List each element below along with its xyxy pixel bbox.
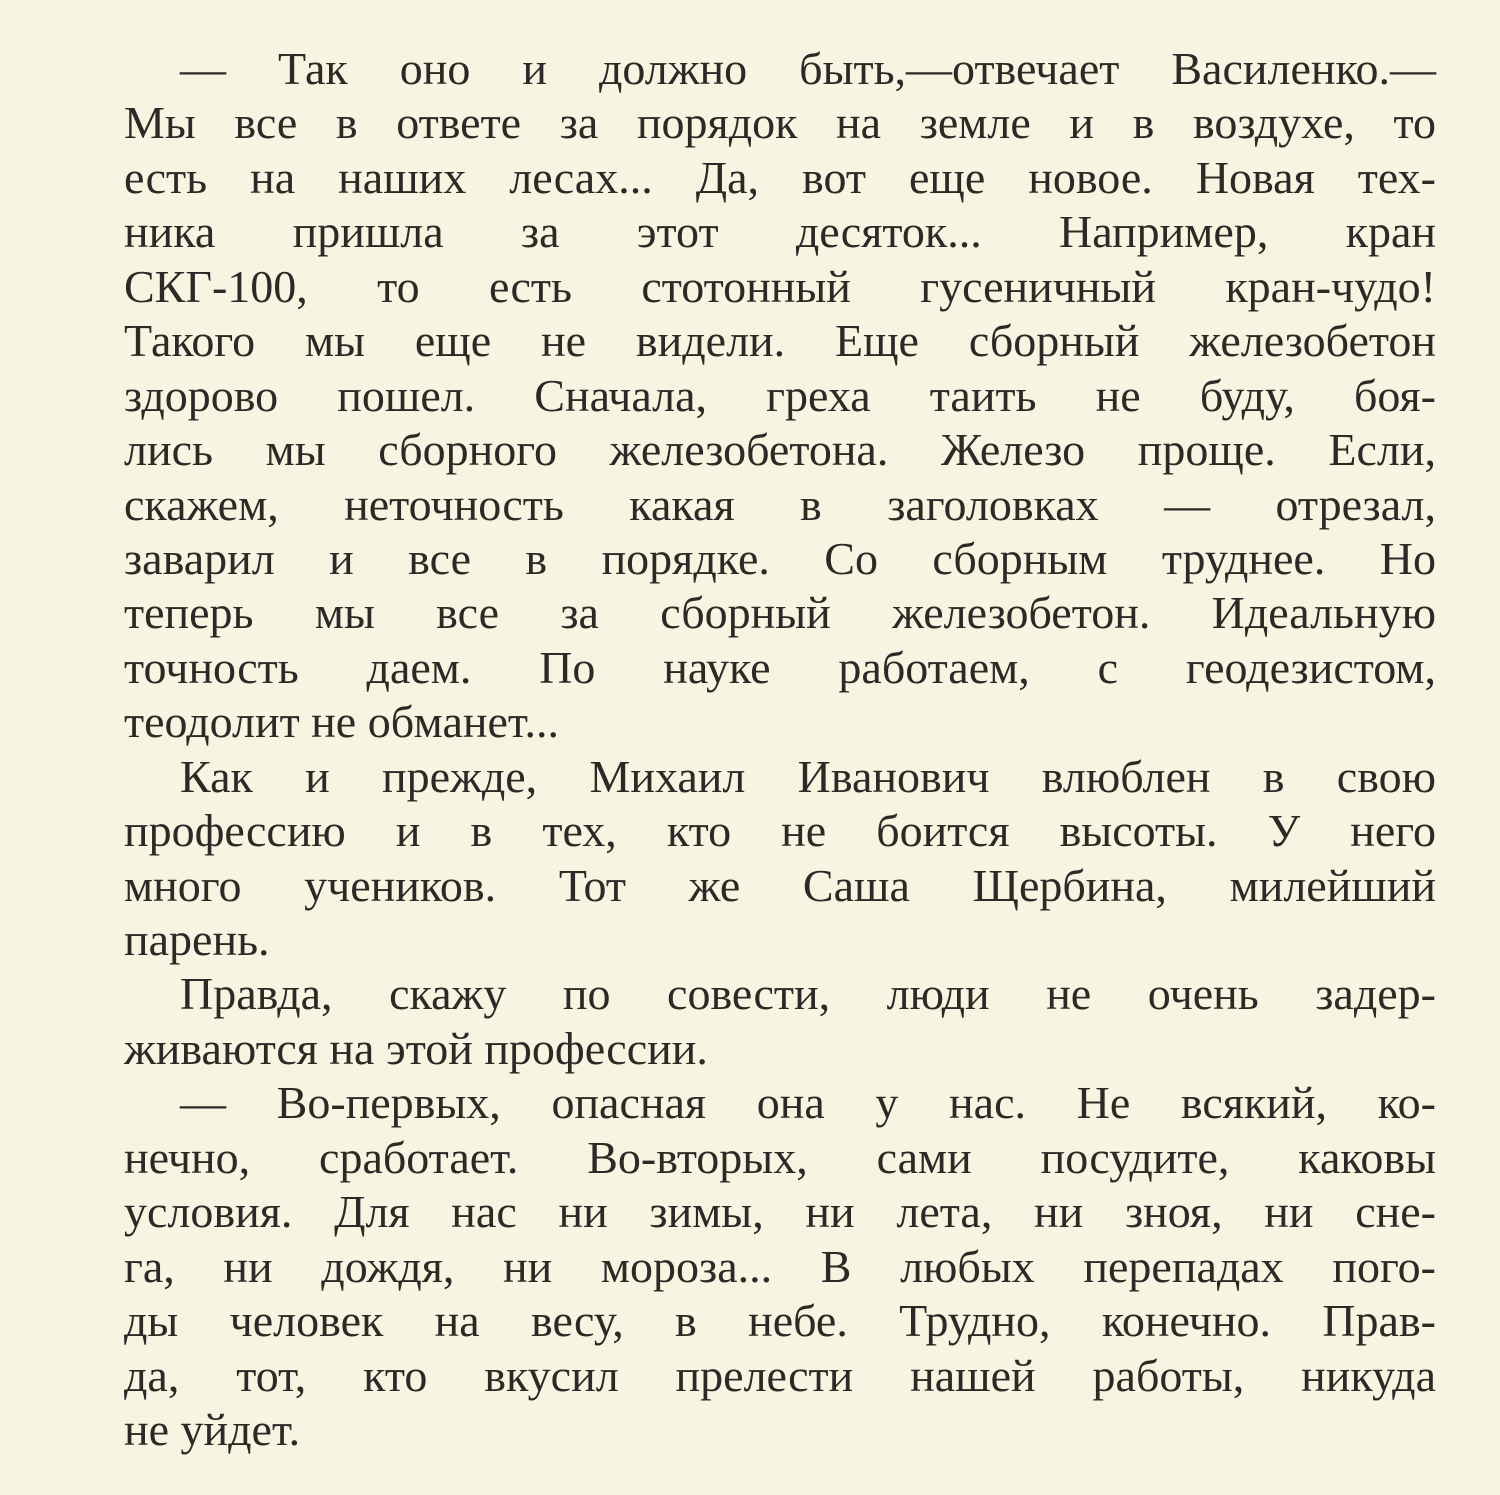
text-line: условия. Для нас ни зимы, ни лета, ни зноя, ни сне- [124,1186,1436,1238]
text-line: га, ни дождя, ни мороза... В любых перепадах пого- [124,1240,1436,1292]
text-line: теодолит не обманет... [124,696,560,748]
text-line: живаются на этой профессии. [124,1022,708,1074]
text-line: профессию и в тех, кто не боится высоты. У него [124,805,1436,857]
text-line: точность даем. По науке работаем, с геодезистом, [124,641,1436,693]
text-line: парень. [124,914,270,965]
text-line: — Так оно и должно быть,—отвечает Василенко.— [180,43,1436,94]
text-line: есть на наших лесах... Да, вот еще новое. Новая тех- [124,151,1436,203]
text-line: СКГ-100, то есть стотонный гусеничный кран-чудо! [124,260,1436,312]
text-line: ника пришла за этот десяток... Например, кран [124,206,1436,258]
text-line: теперь мы все за сборный железобетон. Идеальную [124,587,1436,639]
text-line: Такого мы еще не видели. Еще сборный железобетон [124,315,1436,367]
text-line: да, тот, кто вкусил прелести нашей работы, никуда [124,1349,1436,1401]
text-line: ды человек на весу, в небе. Трудно, конечно. Прав- [124,1295,1436,1347]
text-line: лись мы сборного железобетона. Железо проще. Если, [124,424,1436,476]
text-line: нечно, сработает. Во-вторых, сами посудите, каковы [124,1131,1436,1183]
text-line: — Во-первых, опасная она у нас. Не всякий, ко- [180,1077,1436,1129]
text-line: Мы все в ответе за порядок на земле и в воздухе, то [124,97,1436,149]
text-line: здорово пошел. Сначала, греха таить не буду, боя- [124,369,1436,421]
text-line: Как и прежде, Михаил Иванович влюблен в свою [180,750,1436,802]
text-line: не уйдет. [124,1403,301,1455]
text-line: скажем, неточность какая в заголовках — отрезал, [124,478,1436,530]
text-line: много учеников. Тот же Саша Щербина, милейший [124,859,1436,911]
body-text [124,42,1436,1457]
text-line: заварил и все в порядке. Со сборным труднее. Но [124,532,1436,584]
text-line: Правда, скажу по совести, люди не очень задер- [180,968,1436,1020]
